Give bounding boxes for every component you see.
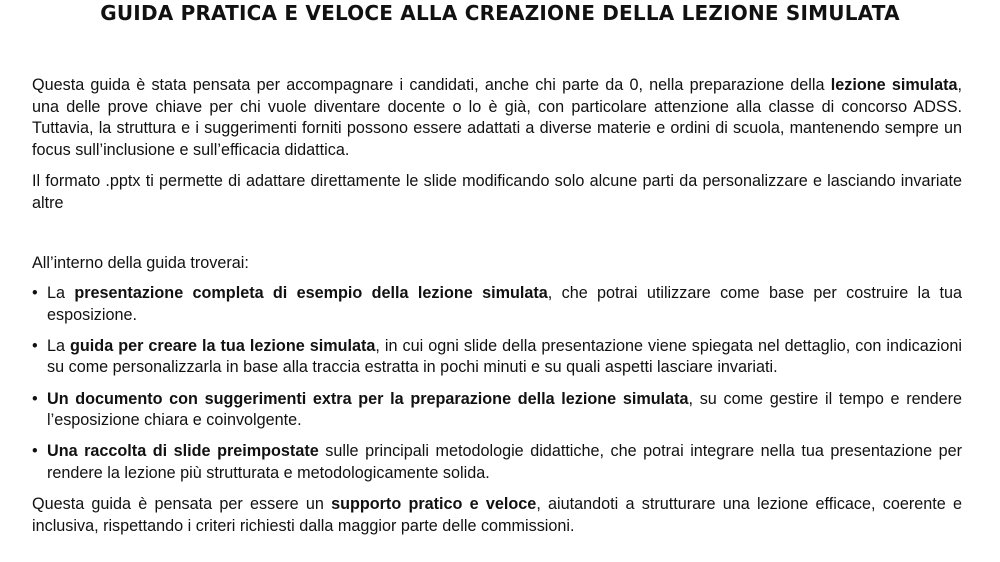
list-item bbox=[32, 336, 962, 379]
list-intro: All’interno della guida troverai: bbox=[32, 253, 249, 272]
closing-text-1: Questa guida è pensata per essere un bbox=[32, 494, 332, 513]
bullet-post: , su come gestire il tempo e rendere l’esposizione chiara e coinvolgente. bbox=[47, 389, 962, 430]
list-item bbox=[32, 441, 962, 484]
intro-paragraph bbox=[32, 75, 962, 161]
slide-body bbox=[32, 75, 962, 537]
bullet-post: , in cui ogni slide della presentazione viene spiegata nel dettaglio, con indicazioni su come personalizzarla in base alla traccia estratta in pochi minuti e su quali aspetti lasciare invariati. bbox=[47, 336, 962, 377]
closing-paragraph bbox=[32, 494, 962, 537]
feature-list bbox=[32, 283, 962, 484]
bullet-icon: • bbox=[32, 336, 38, 355]
bullet-pre: La bbox=[47, 336, 71, 355]
closing-text-2: , aiutandoti a strutturare una lezione efficace, coerente e inclusiva, rispettando i criteri richiesti dalla maggior parte delle commissioni. bbox=[32, 494, 963, 535]
bullet-post: sulle principali metodologie didattiche, che potrai integrare nella tua presentazione per rendere la lezione più strutturata e metodologicamente solida. bbox=[47, 442, 962, 482]
bullet-pre: La bbox=[47, 284, 75, 303]
list-item bbox=[32, 283, 962, 326]
list-item bbox=[32, 389, 962, 432]
intro-text-2: , una delle prove chiave per chi vuole diventare docente o lo è già, con particolare attenzione alla classe di concorso ADSS. Tuttavia, la struttura e i suggerimenti forniti possono essere adattati a diverse materie e ordini di scuola, mantenendo sempre un focus sull’inclusione e sull’efficacia didattica. bbox=[32, 76, 963, 159]
bullet-bold: Una raccolta di slide preimpostate bbox=[47, 442, 319, 461]
bullet-bold: Un documento con suggerimenti extra per la preparazione della lezione simulata bbox=[47, 389, 689, 408]
bullet-icon: • bbox=[32, 284, 38, 303]
page-title: GUIDA PRATICA E VELOCE ALLA CREAZIONE DELLA LEZIONE SIMULATA bbox=[100, 1, 900, 25]
format-note-paragraph: Il formato .pptx ti permette di adattare direttamente le slide modificando solo alcune parti da personalizzare e lasciando invariate altre bbox=[32, 172, 962, 212]
intro-text-1: Questa guida è stata pensata per accompagnare i candidati, anche chi parte da 0, nella preparazione della bbox=[32, 76, 831, 94]
intro-bold: lezione simulata bbox=[830, 76, 958, 94]
bullet-post: , che potrai utilizzare come base per costruire la tua esposizione. bbox=[47, 284, 962, 324]
bullet-icon: • bbox=[32, 442, 38, 461]
closing-bold: supporto pratico e veloce bbox=[331, 494, 537, 513]
bullet-bold: guida per creare la tua lezione simulata bbox=[70, 336, 376, 355]
bullet-icon: • bbox=[32, 389, 38, 408]
bullet-bold: presentazione completa di esempio della lezione simulata bbox=[74, 284, 548, 303]
